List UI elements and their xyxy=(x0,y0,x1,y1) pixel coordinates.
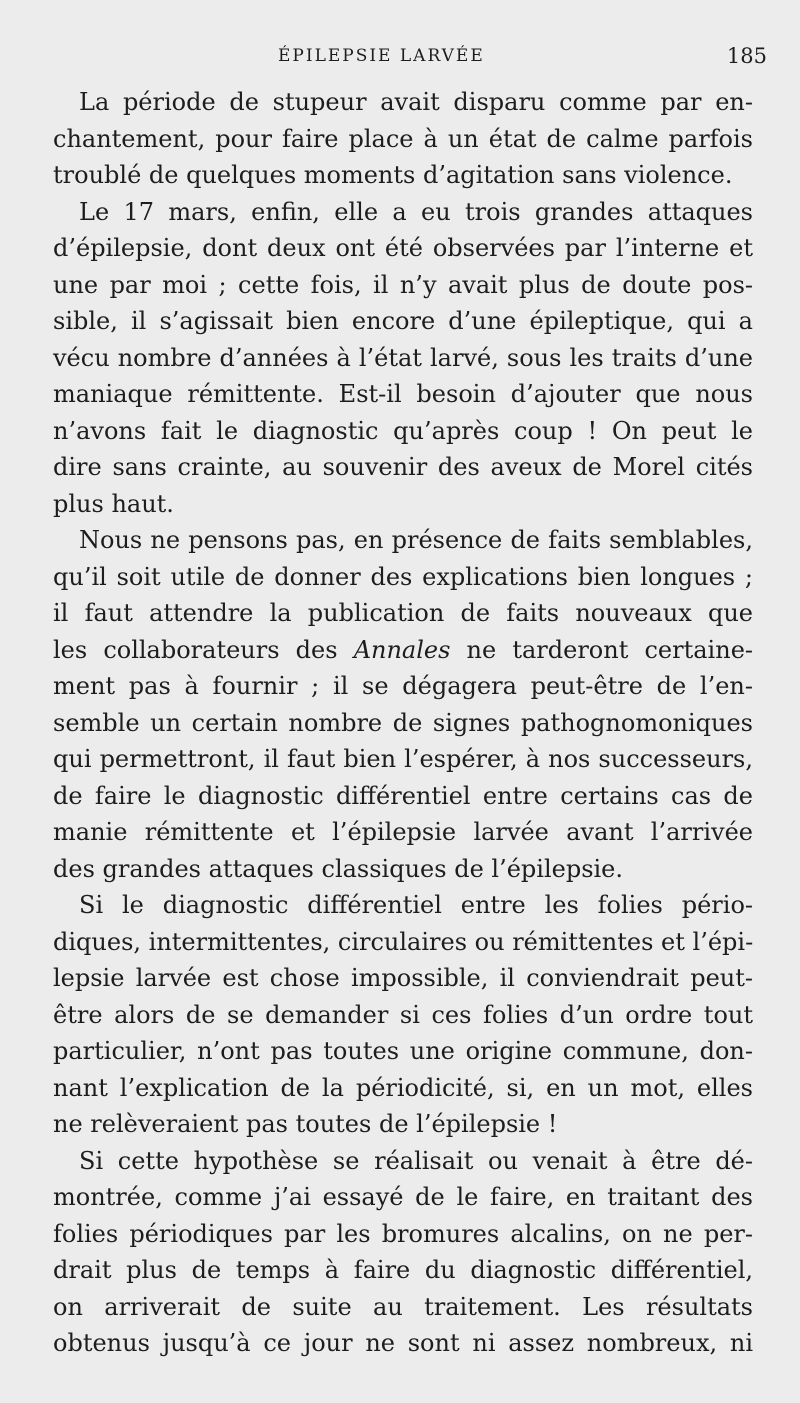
text-line: n’avons fait le diagnostic qu’après coup ! On peut le xyxy=(53,416,753,445)
text-line: il faut attendre la publication de faits nouveaux que xyxy=(53,599,753,627)
text-line: obtenus jusqu’à ce jour ne sont ni assez nombreux, ni xyxy=(53,1329,753,1357)
text-line: troublé de quelques moments d’agitation sans violence. xyxy=(53,161,733,189)
text-line: Si le diagnostic différentiel entre les folies pério- xyxy=(79,891,753,919)
text-line: nant l’explication de la périodicité, si, en un mot, elles xyxy=(53,1073,753,1102)
text-line: Nous ne pensons pas, en présence de faits semblables, xyxy=(79,526,753,554)
text-line: vécu nombre d’années à l’état larvé, sous les traits d’une xyxy=(53,343,753,372)
text-line: ne relèveraient pas toutes de l’épilepsie ! xyxy=(53,1110,558,1138)
text-line: qu’il soit utile de donner des explications bien longues ; xyxy=(53,562,753,591)
text-line: on arriverait de suite au traitement. Les résultats xyxy=(53,1292,753,1321)
text-line: Le 17 mars, enfin, elle a eu trois grandes attaques xyxy=(79,197,753,226)
text-line: Si cette hypothèse se réalisait ou venait à être dé- xyxy=(79,1146,753,1175)
body-text xyxy=(53,84,753,1362)
running-title: ÉPILEPSIE LARVÉE xyxy=(278,46,485,66)
text-line: être alors de se demander si ces folies d’un ordre tout xyxy=(53,1000,753,1029)
text-line: ment pas à fournir ; il se dégagera peut-être de l’en- xyxy=(53,672,753,700)
text-line: qui permettront, il faut bien l’espérer, à nos successeurs, xyxy=(53,745,753,773)
text-segment: ne tarderont certaine- xyxy=(450,635,754,664)
text-line: La période de stupeur avait disparu comme par en- xyxy=(79,88,753,116)
text-line: manie rémittente et l’épilepsie larvée avant l’arrivée xyxy=(53,818,753,846)
text-line: dire sans crainte, au souvenir des aveux de Morel cités xyxy=(53,453,753,481)
text-line: montrée, comme j’ai essayé de le faire, en traitant des xyxy=(53,1183,753,1211)
text-line: diques, intermittentes, circulaires ou rémittentes et l’épi- xyxy=(53,927,754,956)
text-line: folies périodiques par les bromures alcalins, on ne per- xyxy=(53,1219,753,1248)
text-line: d’épilepsie, dont deux ont été observées par l’interne et xyxy=(53,234,753,262)
text-line: semble un certain nombre de signes pathognomoniques xyxy=(53,708,753,737)
text-line: de faire le diagnostic différentiel entre certains cas de xyxy=(53,781,753,810)
text-line: sible, il s’agissait bien encore d’une épileptique, qui a xyxy=(53,307,753,335)
text-line: plus haut. xyxy=(53,489,174,518)
journal-title-italic: Annales xyxy=(353,635,451,664)
text-line-with-italic xyxy=(53,632,753,669)
text-line: lepsie larvée est chose impossible, il conviendrait peut- xyxy=(53,964,753,992)
text-segment: les collaborateurs des xyxy=(53,635,354,664)
text-line: une par moi ; cette fois, il n’y avait plus de doute pos- xyxy=(53,270,753,299)
text-line: chantement, pour faire place à un état de calme parfois xyxy=(53,124,753,153)
text-line: particulier, n’ont pas toutes une origine commune, don- xyxy=(53,1037,753,1065)
text-line: maniaque rémittente. Est-il besoin d’ajouter que nous xyxy=(53,380,753,408)
text-line: des grandes attaques classiques de l’épilepsie. xyxy=(53,854,624,883)
running-header xyxy=(0,40,800,80)
page-number: 185 xyxy=(726,44,767,68)
text-line: drait plus de temps à faire du diagnostic différentiel, xyxy=(53,1256,753,1284)
